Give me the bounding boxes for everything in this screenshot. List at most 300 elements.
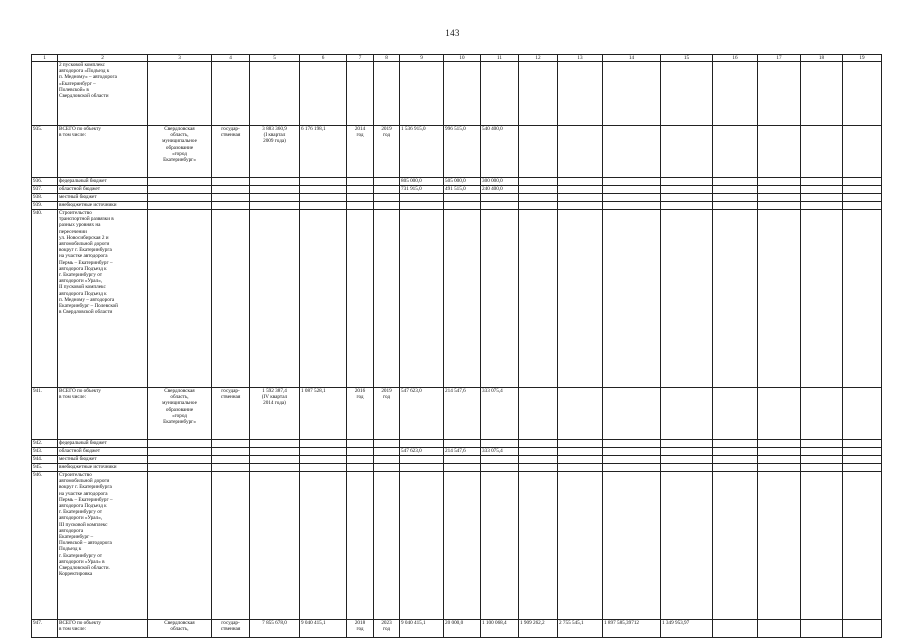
- table-cell: [250, 464, 300, 472]
- table-cell: [148, 472, 212, 620]
- table-cell: [558, 440, 603, 448]
- table-cell: 2014 год: [347, 126, 374, 178]
- table-cell: [801, 464, 843, 472]
- table-cell: 2016 год: [347, 388, 374, 440]
- table-cell: [300, 472, 347, 620]
- table-cell: [558, 62, 603, 126]
- table-cell: 300 000,0: [481, 178, 519, 186]
- column-number-1: 1: [32, 55, 58, 62]
- table-cell: [661, 210, 713, 388]
- table-cell: [713, 194, 758, 202]
- table-cell: 2 755 545,1: [558, 620, 603, 638]
- table-cell: 1 592 387,4 (IV квартал 2014 года): [250, 388, 300, 440]
- table-cell: 2018 год: [347, 620, 374, 638]
- table-cell: [661, 202, 713, 210]
- table-row: [32, 62, 882, 126]
- table-cell: [603, 210, 661, 388]
- row-number-cell: 936.: [32, 178, 58, 186]
- table-cell: [444, 456, 481, 464]
- table-cell: [558, 194, 603, 202]
- table-cell: [713, 440, 758, 448]
- table-cell: 547 623,0: [400, 388, 444, 440]
- table-cell: [758, 186, 801, 194]
- object-name-cell: ВСЕГО по объекту в том числе:: [58, 126, 148, 178]
- column-number-6: 6: [300, 55, 347, 62]
- row-number-cell: 944.: [32, 456, 58, 464]
- table-cell: [603, 186, 661, 194]
- table-cell: [558, 202, 603, 210]
- table-cell: [148, 210, 212, 388]
- column-number-12: 12: [519, 55, 558, 62]
- table-cell: [347, 472, 374, 620]
- table-cell: [758, 62, 801, 126]
- table-cell: [843, 178, 882, 186]
- table-cell: [444, 210, 481, 388]
- table-cell: [713, 210, 758, 388]
- table-cell: [212, 202, 250, 210]
- row-number-cell: 942.: [32, 440, 58, 448]
- column-number-5: 5: [250, 55, 300, 62]
- table-cell: [300, 464, 347, 472]
- table-cell: 214 547,6: [444, 448, 481, 456]
- table-cell: [519, 440, 558, 448]
- table-cell: [843, 388, 882, 440]
- table-row: [32, 388, 882, 440]
- table-cell: 333 075,4: [481, 388, 519, 440]
- column-number-9: 9: [400, 55, 444, 62]
- table-cell: [250, 448, 300, 456]
- table-cell: [374, 210, 400, 388]
- table-cell: [661, 178, 713, 186]
- table-cell: [758, 178, 801, 186]
- table-cell: [758, 464, 801, 472]
- table-cell: [481, 440, 519, 448]
- table-cell: [374, 202, 400, 210]
- table-cell: [801, 210, 843, 388]
- table-cell: 996 515,0: [444, 126, 481, 178]
- table-cell: [212, 186, 250, 194]
- table-cell: [212, 440, 250, 448]
- table-cell: [250, 210, 300, 388]
- table-cell: [603, 194, 661, 202]
- table-cell: [558, 464, 603, 472]
- table-cell: [481, 62, 519, 126]
- table-cell: [843, 448, 882, 456]
- table-cell: [603, 440, 661, 448]
- table-cell: [558, 178, 603, 186]
- table-cell: [148, 202, 212, 210]
- column-number-4: 4: [212, 55, 250, 62]
- column-number-17: 17: [758, 55, 801, 62]
- table-cell: [801, 186, 843, 194]
- table-cell: [661, 464, 713, 472]
- table-cell: [148, 62, 212, 126]
- table-cell: [843, 186, 882, 194]
- object-name-cell: Строительство автомобильной дороги вокруг г. Екатеринбурга на участке автодорога Пермь – Екатеринбург – автодорога Подъезд к г. Екатеринбургу от автодороги «Урал», III пусковой комплекс автодорога Екатеринбург – Полевской – автодорога Подъезд к г. Екатеринбургу от автодороги «Урал» в Свердловской области. Корректировка: [58, 472, 148, 620]
- table-cell: [843, 456, 882, 464]
- table-cell: [661, 388, 713, 440]
- column-number-16: 16: [713, 55, 758, 62]
- table-cell: [250, 202, 300, 210]
- table-row: [32, 126, 882, 178]
- table-cell: [713, 388, 758, 440]
- table-cell: [603, 456, 661, 464]
- table-cell: 1 349 953,97: [661, 620, 713, 638]
- column-number-7: 7: [347, 55, 374, 62]
- column-number-header: [32, 55, 882, 62]
- table-cell: [300, 62, 347, 126]
- column-number-18: 18: [801, 55, 843, 62]
- table-cell: [661, 62, 713, 126]
- table-cell: [758, 210, 801, 388]
- table-cell: [148, 440, 212, 448]
- table-cell: [661, 186, 713, 194]
- table-cell: 2023 год: [374, 620, 400, 638]
- table-cell: [374, 472, 400, 620]
- table-cell: [519, 194, 558, 202]
- table-cell: [603, 472, 661, 620]
- table-cell: [801, 440, 843, 448]
- table-cell: [758, 202, 801, 210]
- table-cell: [250, 62, 300, 126]
- table-cell: [558, 126, 603, 178]
- table-cell: 9 040 415,1: [300, 620, 347, 638]
- table-cell: [843, 464, 882, 472]
- row-number-cell: 943.: [32, 448, 58, 456]
- table-cell: [300, 202, 347, 210]
- table-cell: [400, 62, 444, 126]
- table-cell: [300, 194, 347, 202]
- row-number-cell: 946.: [32, 472, 58, 620]
- table-cell: 6 176 198,1: [300, 126, 347, 178]
- table-cell: [148, 448, 212, 456]
- table-cell: [400, 440, 444, 448]
- table-cell: [212, 448, 250, 456]
- table-cell: 1 909 262,2: [519, 620, 558, 638]
- table-cell: государ- ственная: [212, 620, 250, 638]
- table-cell: [843, 202, 882, 210]
- table-cell: [250, 472, 300, 620]
- table-cell: [519, 210, 558, 388]
- table-cell: [758, 126, 801, 178]
- table-cell: [519, 202, 558, 210]
- table-row: [32, 202, 882, 210]
- object-name-cell: областной бюджет: [58, 448, 148, 456]
- table-cell: [843, 620, 882, 638]
- table-row: [32, 186, 882, 194]
- object-name-cell: областной бюджет: [58, 186, 148, 194]
- table-cell: [713, 456, 758, 464]
- column-number-14: 14: [603, 55, 661, 62]
- table-cell: [558, 388, 603, 440]
- table-cell: [801, 620, 843, 638]
- table-cell: [400, 464, 444, 472]
- table-cell: [347, 456, 374, 464]
- table-cell: [519, 126, 558, 178]
- table-cell: [300, 178, 347, 186]
- table-cell: [347, 210, 374, 388]
- table-cell: [801, 62, 843, 126]
- table-cell: [558, 210, 603, 388]
- object-name-cell: местный бюджет: [58, 194, 148, 202]
- table-cell: [661, 126, 713, 178]
- column-number-8: 8: [374, 55, 400, 62]
- object-name-cell: 2 пусковой комплекс автодорога «Подъезд к п. Медному» – автодорога «Екатеринбург – Полевской» в Свердловской области: [58, 62, 148, 126]
- table-cell: [801, 448, 843, 456]
- table-cell: 731 915,0: [400, 186, 444, 194]
- table-cell: [400, 202, 444, 210]
- table-cell: 1 536 915,0: [400, 126, 444, 178]
- table-cell: [801, 178, 843, 186]
- table-cell: [603, 388, 661, 440]
- table-cell: 505 000,0: [444, 178, 481, 186]
- table-cell: [250, 440, 300, 448]
- table-cell: [212, 210, 250, 388]
- row-number-cell: 939.: [32, 202, 58, 210]
- row-number-cell: 941.: [32, 388, 58, 440]
- table-cell: 20 000,0: [444, 620, 481, 638]
- table-cell: [347, 178, 374, 186]
- table-cell: [801, 388, 843, 440]
- table-cell: [758, 472, 801, 620]
- table-cell: [444, 440, 481, 448]
- table-cell: [801, 472, 843, 620]
- table-cell: 1 897 585,39712: [603, 620, 661, 638]
- table-cell: [843, 126, 882, 178]
- table-cell: [481, 210, 519, 388]
- table-cell: [374, 440, 400, 448]
- table-cell: Свердловская область,: [148, 620, 212, 638]
- table-cell: 491 515,0: [444, 186, 481, 194]
- table-cell: [801, 194, 843, 202]
- table-cell: [713, 178, 758, 186]
- table-cell: 7 855 678,0: [250, 620, 300, 638]
- table-cell: государ- ственная: [212, 126, 250, 178]
- table-cell: [758, 440, 801, 448]
- table-cell: [603, 448, 661, 456]
- table-cell: [444, 202, 481, 210]
- object-name-cell: федеральный бюджет: [58, 178, 148, 186]
- table-cell: [212, 464, 250, 472]
- table-cell: [374, 448, 400, 456]
- table-cell: [400, 456, 444, 464]
- table-cell: [801, 456, 843, 464]
- row-number-cell: 947.: [32, 620, 58, 638]
- table-cell: [713, 202, 758, 210]
- column-number-3: 3: [148, 55, 212, 62]
- table-row: [32, 440, 882, 448]
- table-cell: 3 883 360,9 (I квартал 2009 года): [250, 126, 300, 178]
- table-cell: Свердловская область, муниципальное образование «город Екатеринбург»: [148, 388, 212, 440]
- table-cell: [713, 448, 758, 456]
- table-cell: [713, 186, 758, 194]
- table-cell: [558, 448, 603, 456]
- table-cell: [444, 194, 481, 202]
- table-cell: 2019 год: [374, 388, 400, 440]
- table-cell: [347, 62, 374, 126]
- table-cell: [603, 62, 661, 126]
- table-cell: 214 547,6: [444, 388, 481, 440]
- object-name-cell: ВСЕГО по объекту в том числе:: [58, 388, 148, 440]
- table-cell: [347, 464, 374, 472]
- table-cell: [250, 456, 300, 464]
- table-cell: [843, 440, 882, 448]
- object-name-cell: ВСЕГО по объекту в том числе:: [58, 620, 148, 638]
- table-cell: [481, 202, 519, 210]
- table-cell: [713, 126, 758, 178]
- table-cell: [148, 464, 212, 472]
- table-cell: [481, 472, 519, 620]
- table-cell: [843, 472, 882, 620]
- table-cell: [250, 178, 300, 186]
- table-cell: [250, 194, 300, 202]
- table-cell: [347, 440, 374, 448]
- table-cell: [444, 472, 481, 620]
- column-number-11: 11: [481, 55, 519, 62]
- table-cell: [444, 62, 481, 126]
- table-cell: [603, 178, 661, 186]
- table-cell: [519, 464, 558, 472]
- table-cell: [300, 448, 347, 456]
- column-number-10: 10: [444, 55, 481, 62]
- table-cell: [661, 448, 713, 456]
- table-cell: 333 075,4: [481, 448, 519, 456]
- table-row: [32, 620, 882, 638]
- table-cell: 1 087 528,1: [300, 388, 347, 440]
- table-row: [32, 194, 882, 202]
- table-cell: [661, 456, 713, 464]
- table-cell: [148, 456, 212, 464]
- row-number-cell: 935.: [32, 126, 58, 178]
- object-name-cell: местный бюджет: [58, 456, 148, 464]
- table-cell: [519, 388, 558, 440]
- table-cell: государ- ственная: [212, 388, 250, 440]
- table-cell: [300, 456, 347, 464]
- table-cell: [758, 448, 801, 456]
- table-cell: [558, 472, 603, 620]
- table-row: [32, 456, 882, 464]
- table-cell: [212, 62, 250, 126]
- table-cell: [519, 186, 558, 194]
- table-cell: [400, 210, 444, 388]
- table-cell: 2019 год: [374, 126, 400, 178]
- row-number-cell: 938.: [32, 194, 58, 202]
- object-name-cell: внебюджетные источники: [58, 202, 148, 210]
- table-cell: [713, 620, 758, 638]
- table-cell: [374, 194, 400, 202]
- table-cell: [843, 210, 882, 388]
- table-cell: [148, 194, 212, 202]
- table-cell: [347, 194, 374, 202]
- object-name-cell: Строительство транспортной развязки в разных уровнях на пересечении ул. Новосибирская 2 и автомобильной дороги вокруг г. Екатеринбурга на участке автодорога Пермь – Екатеринбург – автодорога Подъезд к г. Екатеринбургу от автодороги «Урал», II пусковой комплекс автодорога Подъезд к п. Медному – автодорога Екатеринбург – Полевской в Свердловской области: [58, 210, 148, 388]
- row-number-cell: [32, 62, 58, 126]
- table-cell: [519, 178, 558, 186]
- table-cell: [603, 126, 661, 178]
- table-cell: [558, 456, 603, 464]
- table-cell: [713, 472, 758, 620]
- object-name-cell: внебюджетные источники: [58, 464, 148, 472]
- table-cell: [481, 194, 519, 202]
- table-cell: [801, 126, 843, 178]
- table-cell: [374, 464, 400, 472]
- table-cell: [212, 194, 250, 202]
- table-cell: [374, 178, 400, 186]
- table-cell: [603, 464, 661, 472]
- table-cell: [481, 464, 519, 472]
- table-cell: 540 400,0: [481, 126, 519, 178]
- table-cell: [519, 62, 558, 126]
- table-cell: [519, 448, 558, 456]
- table-cell: Свердловская область, муниципальное образование «город Екатеринбург»: [148, 126, 212, 178]
- column-number-2: 2: [58, 55, 148, 62]
- table-cell: [519, 472, 558, 620]
- table-row: [32, 472, 882, 620]
- column-number-13: 13: [558, 55, 603, 62]
- table-cell: [347, 202, 374, 210]
- table-cell: [444, 464, 481, 472]
- table-cell: [148, 178, 212, 186]
- page-number: 143: [445, 28, 460, 38]
- table-cell: [400, 472, 444, 620]
- table-cell: [300, 440, 347, 448]
- table-cell: 1 100 068,4: [481, 620, 519, 638]
- table-row: [32, 464, 882, 472]
- table-cell: [603, 202, 661, 210]
- table-cell: [758, 388, 801, 440]
- row-number-cell: 940.: [32, 210, 58, 388]
- table-cell: [347, 186, 374, 194]
- table-cell: [300, 210, 347, 388]
- table-row: [32, 448, 882, 456]
- program-objects-table: [31, 54, 882, 638]
- table-cell: [300, 186, 347, 194]
- table-cell: [374, 62, 400, 126]
- table-cell: [758, 456, 801, 464]
- table-row: [32, 210, 882, 388]
- table-cell: [713, 464, 758, 472]
- table-cell: [558, 186, 603, 194]
- table-cell: [374, 456, 400, 464]
- table-cell: [801, 202, 843, 210]
- table-cell: [374, 186, 400, 194]
- table-cell: [843, 194, 882, 202]
- column-number-15: 15: [661, 55, 713, 62]
- table-cell: [148, 186, 212, 194]
- table-cell: 240 400,0: [481, 186, 519, 194]
- object-name-cell: федеральный бюджет: [58, 440, 148, 448]
- table-cell: 547 623,0: [400, 448, 444, 456]
- table-cell: [347, 448, 374, 456]
- table-cell: [713, 62, 758, 126]
- table-cell: [212, 456, 250, 464]
- table-cell: [758, 194, 801, 202]
- table-cell: [661, 472, 713, 620]
- table-cell: [212, 178, 250, 186]
- row-number-cell: 945.: [32, 464, 58, 472]
- table-cell: [212, 472, 250, 620]
- table-cell: [481, 456, 519, 464]
- table-cell: [661, 194, 713, 202]
- column-number-19: 19: [843, 55, 882, 62]
- table-cell: [400, 194, 444, 202]
- table-cell: [661, 440, 713, 448]
- table-cell: [250, 186, 300, 194]
- table-row: [32, 178, 882, 186]
- table-cell: [843, 62, 882, 126]
- table-cell: 805 000,0: [400, 178, 444, 186]
- table-cell: [519, 456, 558, 464]
- table-cell: [758, 620, 801, 638]
